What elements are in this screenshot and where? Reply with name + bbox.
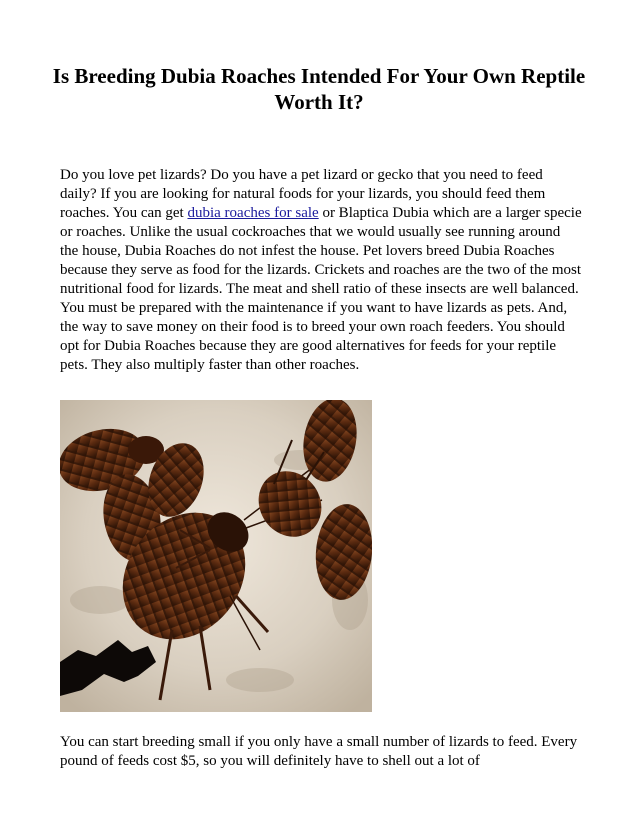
intro-text-after-link: or Blaptica Dubia which are a larger specie or roaches. Unlike the usual cockroaches that we would usually see running around the house, Dubia Roaches do not infest the house. Pet lovers breed Dubia Roaches because they serve as food for the lizards. Crickets and roaches are the two of the most nutritional food for lizards. The meat and shell ratio of these insects are well balanced. You must be prepared with the maintenance if you want to have lizards as pets. And, the way to save money on their food is to breed your own roach feeders. You should opt for Dubia Roaches because they are good alternatives for feeds for your reptile pets. They also multiply faster than other roaches. — [60, 205, 582, 373]
dubia-roaches-link[interactable]: dubia roaches for sale — [187, 205, 319, 221]
intro-paragraph — [60, 166, 582, 375]
page-title: Is Breeding Dubia Roaches Intended For Your Own Reptile Worth It? — [52, 64, 586, 114]
intro-text-before-link: Do you love pet lizards? Do you have a pet lizard or gecko that you need to feed daily? If you are looking for natural foods for your lizards, you should feed them roaches. You can get — [60, 167, 546, 221]
second-paragraph: You can start breeding small if you only have a small number of lizards to feed. Every pound of feeds cost $5, so you will definitely have to shell out a lot of — [60, 734, 578, 769]
dubia-roaches-photo — [60, 400, 372, 712]
